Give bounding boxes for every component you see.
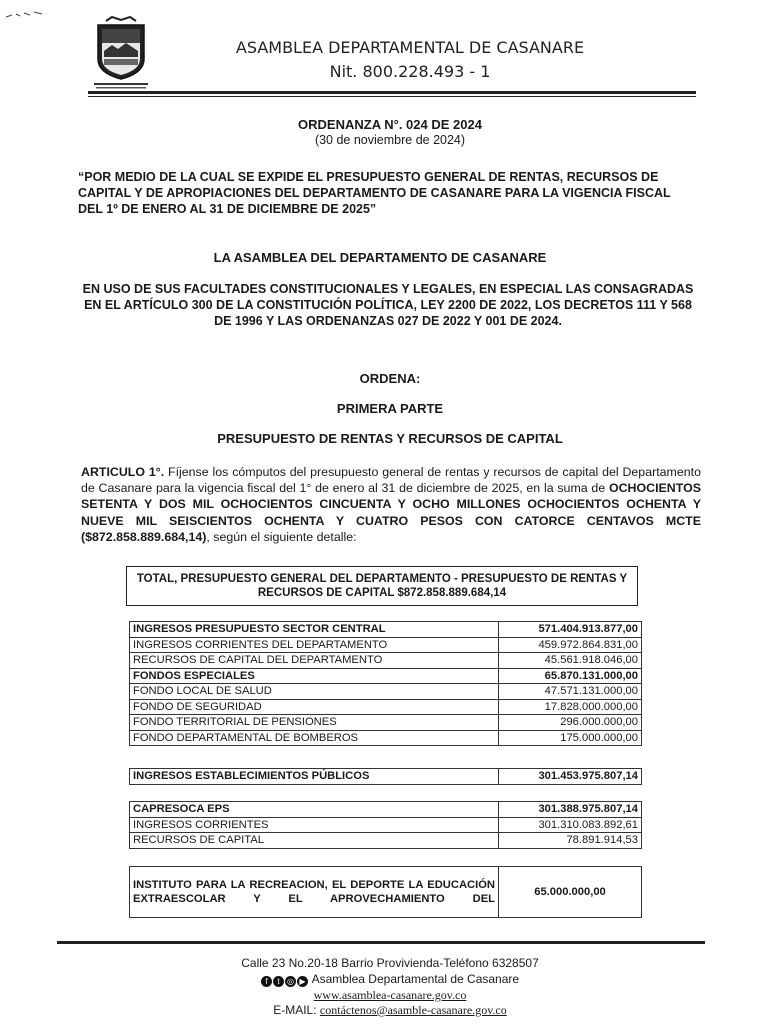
table-row — [130, 684, 642, 700]
row-label: INSTITUTO PARA LA RECREACION, EL DEPORTE LA EDUCACIÓN EXTRAESCOLAR Y EL APROVECHAMIENTO DEL — [130, 867, 499, 918]
organization-nit: Nit. 800.228.493 - 1 — [329, 62, 491, 81]
organization-name: ASAMBLEA DEPARTAMENTAL DE CASANARE — [235, 38, 585, 57]
assembly-heading: LA ASAMBLEA DEL DEPARTAMENTO DE CASANARE — [213, 250, 547, 265]
article-text-2: , según el siguiente detalle: — [206, 529, 357, 544]
assembly-logo — [92, 15, 150, 95]
table-row — [130, 668, 642, 684]
row-label: FONDO LOCAL DE SALUD — [130, 684, 499, 700]
table-row — [130, 715, 642, 731]
header-divider — [88, 91, 696, 94]
email-label: E-MAIL: — [273, 1003, 320, 1017]
table-row — [130, 802, 642, 818]
row-value: 78.891.914,53 — [499, 833, 642, 849]
row-label: INGRESOS CORRIENTES — [130, 817, 499, 833]
row-label: INGRESOS PRESUPUESTO SECTOR CENTRAL — [130, 622, 499, 638]
table-row — [130, 769, 642, 785]
twitter-icon[interactable]: t — [273, 976, 284, 987]
article-text-1: Fíjense los cómputos del presupuesto general de rentas y recursos de capital del Departamento de Casanare para la vigencia fiscal del 1° de enero al 31 de diciembre de 2025, en la suma de — [81, 465, 701, 496]
table-row — [130, 817, 642, 833]
row-label: FONDOS ESPECIALES — [130, 668, 499, 684]
table-row — [130, 622, 642, 638]
instagram-icon[interactable]: ◎ — [285, 976, 296, 987]
footer-divider — [57, 941, 705, 944]
ordinance-number: ORDENANZA N°. 024 DE 2024 — [298, 117, 482, 132]
row-value: 296.000.000,00 — [499, 715, 642, 731]
social-label: Asamblea Departamental de Casanare — [311, 972, 520, 986]
total-budget-box: TOTAL, PRESUPUESTO GENERAL DEL DEPARTAMENTO - PRESUPUESTO DE RENTAS Y RECURSOS DE CAPITAL $872.858.889.684,14 — [126, 566, 638, 606]
table-row — [130, 653, 642, 669]
row-value: 65.000.000,00 — [499, 867, 642, 918]
part-heading: PRIMERA PARTE — [336, 401, 444, 416]
row-label: CAPRESOCA EPS — [130, 802, 499, 818]
row-label: RECURSOS DE CAPITAL — [130, 833, 499, 849]
ordena-heading: ORDENA: — [359, 371, 421, 386]
section-heading: PRESUPUESTO DE RENTAS Y RECURSOS DE CAPITAL — [217, 431, 563, 446]
faculties-paragraph: EN USO DE SUS FACULTADES CONSTITUCIONALES Y LEGALES, EN ESPECIAL LAS CONSAGRADAS EN EL ARTÍCULO 300 DE LA CONSTITUCIÓN POLÍTICA, LEY 2200 DE 2022, LOS DECRETOS 111 Y 568 DE 1996 Y LAS ORDENANZAS 027 DE 2022 Y 001 DE 2024. — [82, 282, 694, 328]
table-row — [130, 637, 642, 653]
email-link[interactable]: contáctenos@asamble-casanare.gov.co — [319, 1003, 507, 1017]
table-row — [130, 699, 642, 715]
header-divider-thin — [88, 96, 696, 97]
youtube-icon[interactable]: ▶ — [297, 976, 308, 987]
row-label: INGRESOS CORRIENTES DEL DEPARTAMENTO — [130, 637, 499, 653]
row-label: INGRESOS ESTABLECIMIENTOS PÚBLICOS — [130, 769, 499, 785]
table-row — [130, 833, 642, 849]
facebook-icon[interactable]: f — [261, 976, 272, 987]
pen-mark — [4, 8, 44, 22]
article-amount-words: OCHOCIENTOS SETENTA Y DOS MIL OCHOCIENTOS CINCUENTA Y OCHO MILLONES OCHOCIENTOS OCHENTA Y NUEVE MIL SEISCIENTOS OCHENTA Y CUATRO PESOS CON CATORCE CENTAVOS MCTE ($872.858.889.684,14) — [81, 481, 701, 544]
footer-address: Calle 23 No.20-18 Barrio Provivienda-Teléfono 6328507 — [241, 956, 539, 970]
row-value: 571.404.913.877,00 — [499, 622, 642, 638]
footer-email — [150, 1003, 630, 1018]
ordinance-date: (30 de noviembre de 2024) — [314, 133, 466, 147]
table-row — [130, 730, 642, 746]
row-label: RECURSOS DE CAPITAL DEL DEPARTAMENTO — [130, 653, 499, 669]
capresoca-table — [129, 801, 642, 849]
row-value: 301.388.975.807,14 — [499, 802, 642, 818]
row-label: FONDO DE SEGURIDAD — [130, 699, 499, 715]
row-value: 17.828.000.000,00 — [499, 699, 642, 715]
table-row — [130, 867, 642, 918]
row-value: 47.571.131.000,00 — [499, 684, 642, 700]
row-value: 301.453.975.807,14 — [499, 769, 642, 785]
institute-table — [129, 866, 642, 918]
row-value: 175.000.000,00 — [499, 730, 642, 746]
article-title: ARTICULO 1°. — [81, 465, 165, 479]
row-value: 45.561.918.046,00 — [499, 653, 642, 669]
central-sector-table — [129, 621, 642, 746]
ordinance-preamble: “POR MEDIO DE LA CUAL SE EXPIDE EL PRESUPUESTO GENERAL DE RENTAS, RECURSOS DE CAPITAL Y DE APROPIACIONES DEL DEPARTAMENTO DE CASANARE PARA LA VIGENCIA FISCAL DEL 1º DE ENERO AL 31 DE DICIEMBRE DE 2025” — [78, 170, 671, 216]
row-value: 301.310.083.892,61 — [499, 817, 642, 833]
row-value: 65.870.131.000,00 — [499, 668, 642, 684]
row-value: 459.972.864.831,00 — [499, 637, 642, 653]
row-label: FONDO TERRITORIAL DE PENSIONES — [130, 715, 499, 731]
public-establishments-table — [129, 768, 642, 785]
footer-social — [150, 972, 630, 987]
row-label: FONDO DEPARTAMENTAL DE BOMBEROS — [130, 730, 499, 746]
article-1-paragraph — [81, 464, 701, 545]
footer-website-link[interactable]: www.asamblea-casanare.gov.co — [313, 988, 467, 1002]
